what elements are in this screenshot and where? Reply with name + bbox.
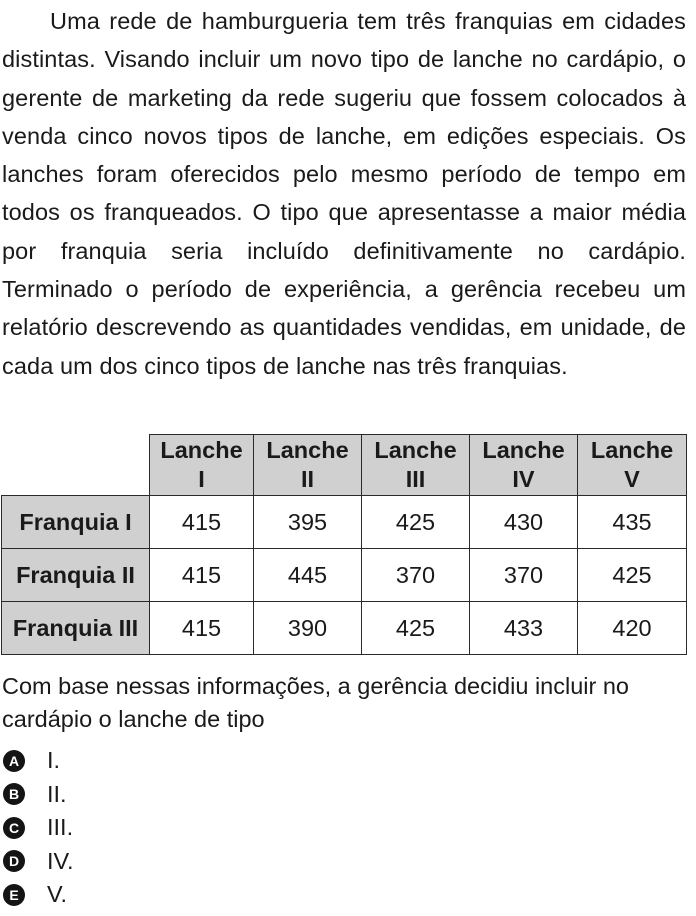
table-cell: 420: [578, 602, 687, 655]
option-text: V.: [47, 881, 68, 908]
table-row: [2, 496, 687, 549]
option-letter-badge: D: [3, 850, 25, 872]
table-cell: 415: [150, 602, 254, 655]
option-text: IV.: [47, 847, 74, 874]
option-letter-badge: B: [3, 783, 25, 805]
option-c[interactable]: [3, 811, 74, 845]
column-header-line: Lanche: [160, 437, 243, 463]
table-row: [2, 602, 687, 655]
option-d[interactable]: [3, 845, 74, 879]
problem-statement: Uma rede de hamburgueria tem três franquias em cidades distintas. Visando incluir um novo tipo de lanche no cardápio, o gerente de marketing da rede sugeriu que fossem colocados à venda cinco novos tipos de lanche, em edições especiais. Os lanches foram oferecidos pelo mesmo período de tempo em todos os franqueados. O tipo que apresentasse a maior média por franquia seria incluído definitivamente no cardápio. Terminado o período de experiência, a gerência recebeu um relatório descrevendo as quantidades vendidas, em unidade, de cada um dos cinco tipos de lanche nas três franquias.: [2, 8, 686, 379]
table-cell: 415: [150, 496, 254, 549]
table-cell: 415: [150, 549, 254, 602]
table-cell: 370: [470, 549, 578, 602]
option-a[interactable]: [3, 744, 74, 778]
answer-options: [3, 744, 74, 912]
column-header-line: Lanche: [266, 437, 349, 463]
column-header-lanche-4: [470, 435, 578, 496]
column-header-line: II: [300, 466, 315, 492]
table-cell: 395: [254, 496, 362, 549]
column-header-line: Lanche: [482, 437, 565, 463]
table-header-row: [2, 435, 687, 496]
table-cell: 435: [578, 496, 687, 549]
table-corner-cell: [2, 435, 150, 496]
option-letter-badge: A: [3, 750, 25, 772]
option-b[interactable]: [3, 778, 74, 812]
column-header-lanche-1: [150, 435, 254, 496]
table-cell: 425: [578, 549, 687, 602]
question-prompt: Com base nessas informações, a gerência decidiu incluir no cardápio o lanche de tipo: [2, 673, 629, 732]
row-header-franquia-2: Franquia II: [2, 549, 150, 602]
table-cell: 445: [254, 549, 362, 602]
table-cell: 433: [470, 602, 578, 655]
column-header-line: III: [405, 466, 426, 492]
column-header-lanche-3: [362, 435, 470, 496]
column-header-lanche-2: [254, 435, 362, 496]
table-cell: 430: [470, 496, 578, 549]
column-header-line: V: [624, 466, 640, 492]
column-header-line: IV: [512, 466, 535, 492]
column-header-line: I: [198, 466, 205, 492]
option-letter-badge: C: [3, 817, 25, 839]
column-header-line: Lanche: [590, 437, 674, 463]
row-header-franquia-1: Franquia I: [2, 496, 150, 549]
row-header-franquia-3: Franquia III: [2, 602, 150, 655]
table-row: [2, 549, 687, 602]
option-text: III.: [47, 814, 74, 841]
table-cell: 390: [254, 602, 362, 655]
table-cell: 425: [362, 602, 470, 655]
column-header-lanche-5: [578, 435, 687, 496]
table-cell: 370: [362, 549, 470, 602]
column-header-line: Lanche: [374, 437, 457, 463]
option-letter-badge: E: [3, 884, 25, 906]
table-cell: 425: [362, 496, 470, 549]
sales-table: [1, 434, 687, 655]
option-e[interactable]: [3, 878, 74, 912]
option-text: I.: [47, 747, 61, 774]
option-text: II.: [47, 780, 67, 807]
